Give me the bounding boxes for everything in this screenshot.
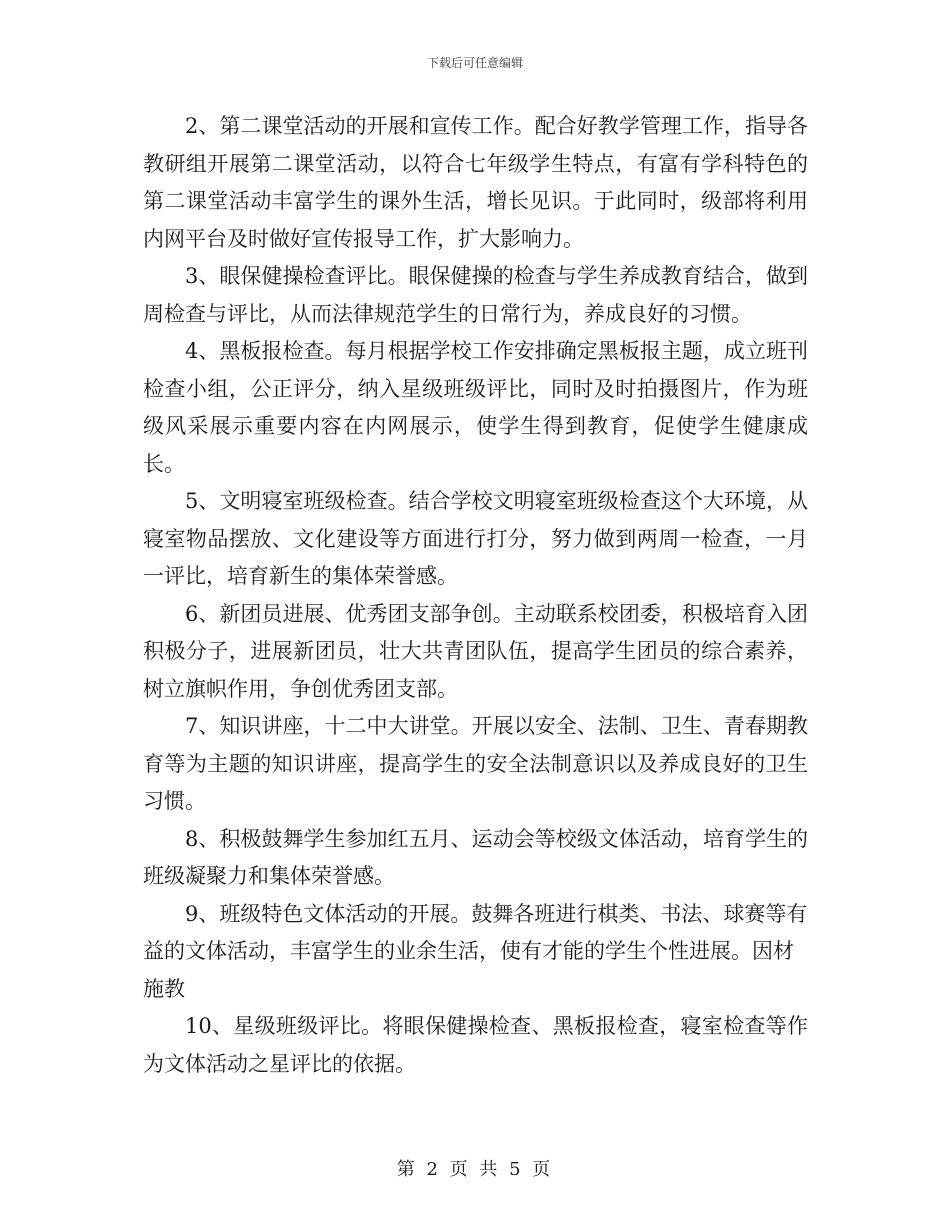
paragraph-item-9: 9、班级特色文体活动的开展。鼓舞各班进行棋类、书法、球赛等有益的文体活动，丰富学生的业余生活，使有才能的学生个性进展。因材施教 [143, 901, 808, 1001]
paragraph-item-7: 7、知识讲座，十二中大讲堂。开展以安全、法制、卫生、青春期教育等为主题的知识讲座，提高学生的安全法制意识以及养成良好的卫生习惯。 [143, 714, 808, 813]
document-body [143, 108, 808, 1083]
paragraph-item-8: 8、积极鼓舞学生参加红五月、运动会等校级文体活动，培育学生的班级凝聚力和集体荣誉感。 [143, 826, 808, 888]
page-header: 下载后可任意编辑 [426, 56, 523, 70]
paragraph-item-2: 2、第二课堂活动的开展和宣传工作。配合好教学管理工作，指导各教研组开展第二课堂活动，以符合七年级学生特点，有富有学科特色的第二课堂活动丰富学生的课外生活，增长见识。于此同时，级部将利用内网平台及时做好宣传报导工作，扩大影响力。 [143, 114, 808, 251]
paragraph-item-6: 6、新团员进展、优秀团支部争创。主动联系校团委，积极培育入团积极分子，进展新团员，壮大共青团队伍，提高学生团员的综合素养，树立旗帜作用，争创优秀团支部。 [143, 601, 808, 701]
page-number-footer: 第 2 页 共 5 页 [396, 1159, 554, 1180]
paragraph-item-3: 3、眼保健操检查评比。眼保健操的检查与学生养成教育结合，做到周检查与评比，从而法律规范学生的日常行为，养成良好的习惯。 [143, 264, 808, 326]
paragraph-item-10: 10、星级班级评比。将眼保健操检查、黑板报检查，寝室检查等作为文体活动之星评比的依据。 [143, 1014, 808, 1076]
paragraph-item-4: 4、黑板报检查。每月根据学校工作安排确定黑板报主题，成立班刊检查小组，公正评分，纳入星级班级评比，同时及时拍摄图片，作为班级风采展示重要内容在内网展示，使学生得到教育，促使学生健康成长。 [143, 339, 808, 476]
paragraph-item-5: 5、文明寝室班级检查。结合学校文明寝室班级检查这个大环境，从寝室物品摆放、文化建设等方面进行打分，努力做到两周一检查，一月一评比，培育新生的集体荣誉感。 [143, 489, 808, 588]
